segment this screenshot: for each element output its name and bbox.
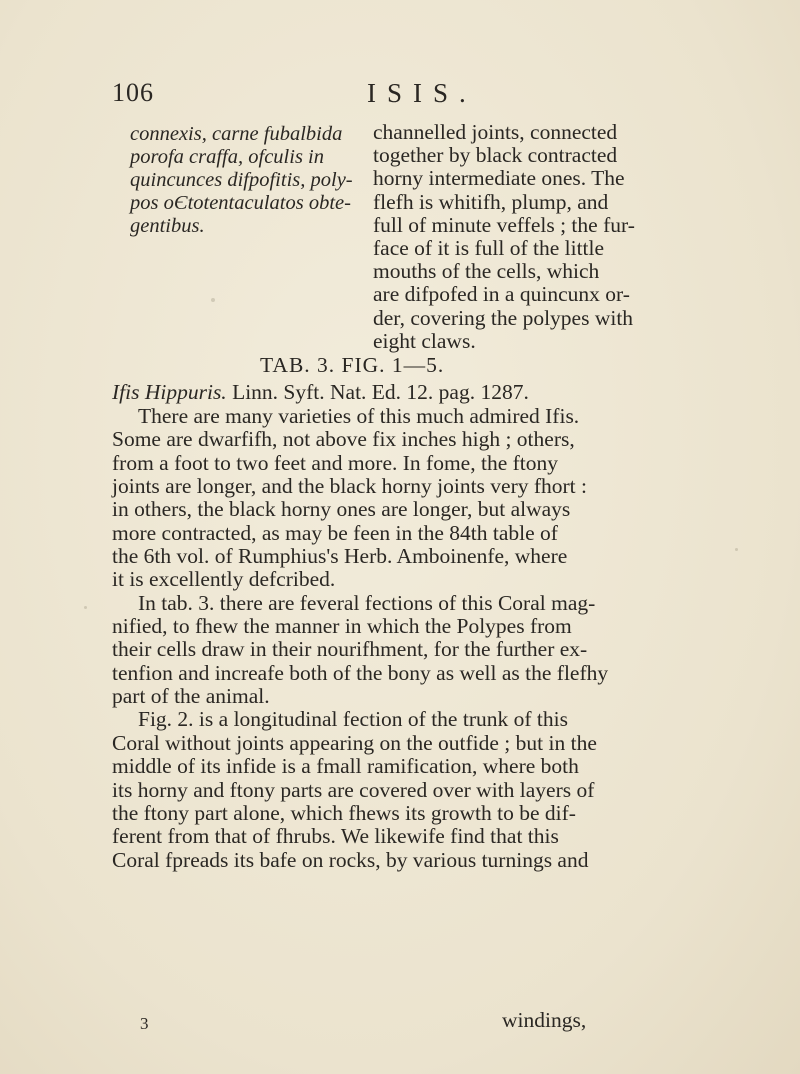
description-line: der, covering the polypes with	[373, 305, 634, 330]
species-reference	[112, 380, 529, 405]
species-name: Ifis Hippuris.	[112, 380, 227, 404]
body-line: its horny and ftony parts are covered over with layers of	[112, 777, 595, 802]
body-line: Fig. 2. is a longitudinal fection of the trunk of this	[138, 707, 568, 732]
plate-reference-heading: TAB. 3. FIG. 1—5.	[260, 353, 445, 377]
description-line: channelled joints, connected	[373, 120, 618, 144]
description-line: together by black contracted	[373, 143, 618, 168]
catchword: windings,	[502, 1008, 587, 1032]
paper-speck	[84, 606, 87, 609]
body-line: middle of its infide is a fmall ramification, where both	[112, 754, 579, 779]
body-line: tenfion and increafe both of the bony as well as the flefhy	[112, 660, 609, 685]
body-line: it is excellently defcribed.	[112, 567, 336, 592]
paper-speck	[735, 548, 738, 551]
english-description	[373, 121, 673, 353]
page-number: 106	[112, 78, 154, 107]
body-line: the 6th vol. of Rumphius's Herb. Amboinenfe, where	[112, 544, 568, 569]
description-line: horny intermediate ones. The	[373, 166, 625, 191]
running-head: ISIS.	[367, 78, 477, 108]
body-line: from a foot to two feet and more. In fome, the ftony	[112, 450, 558, 475]
body-line: part of the animal.	[112, 684, 270, 709]
description-line: eight claws.	[373, 328, 476, 353]
linnaeus-citation: Linn. Syft. Nat. Ed. 12. pag. 1287.	[232, 380, 529, 404]
description-line: mouths of the cells, which	[373, 259, 600, 284]
body-line: nified, to fhew the manner in which the Polypes from	[112, 614, 572, 639]
body-line: more contracted, as may be feen in the 84th table of	[112, 520, 558, 545]
body-line: joints are longer, and the black horny joints very fhort :	[112, 474, 588, 499]
body-line: Some are dwarfifh, not above fix inches high ; others,	[112, 427, 575, 452]
description-line: are difpofed in a quincunx or-	[373, 282, 630, 307]
diagnosis-line: connexis, carne fubalbida	[130, 123, 343, 145]
diagnosis-line: porofa craffa, ofculis in	[130, 146, 324, 168]
latin-diagnosis	[130, 123, 360, 238]
page-footer	[112, 1008, 682, 1042]
body-line: Coral fpreads its bafe on rocks, by various turnings and	[112, 847, 589, 872]
paper-speck	[211, 298, 215, 302]
description-line: face of it is full of the little	[373, 236, 605, 261]
body-line: in others, the black horny ones are longer, but always	[112, 497, 571, 522]
diagnosis-line: quincunces difpofitis, poly-	[130, 169, 353, 191]
description-line: flefh is whitifh, plump, and	[373, 189, 609, 214]
body-text	[112, 405, 682, 872]
body-line: There are many varieties of this much admired Ifis.	[138, 404, 580, 428]
body-line: In tab. 3. there are feveral fections of this Coral mag-	[138, 590, 596, 615]
page-header	[112, 78, 672, 112]
body-line: ferent from that of fhrubs. We likewife find that this	[112, 824, 559, 849]
signature-mark: 3	[140, 1014, 149, 1033]
diagnosis-line: pos oЄtotentaculatos obte-	[130, 192, 351, 214]
body-line: the ftony part alone, which fhews its growth to be dif-	[112, 800, 576, 825]
body-line: Coral without joints appearing on the outfide ; but in the	[112, 730, 597, 755]
body-line: their cells draw in their nourifhment, for the further ex-	[112, 637, 588, 662]
description-line: full of minute veffels ; the fur-	[373, 212, 635, 237]
diagnosis-line: gentibus.	[130, 215, 205, 237]
